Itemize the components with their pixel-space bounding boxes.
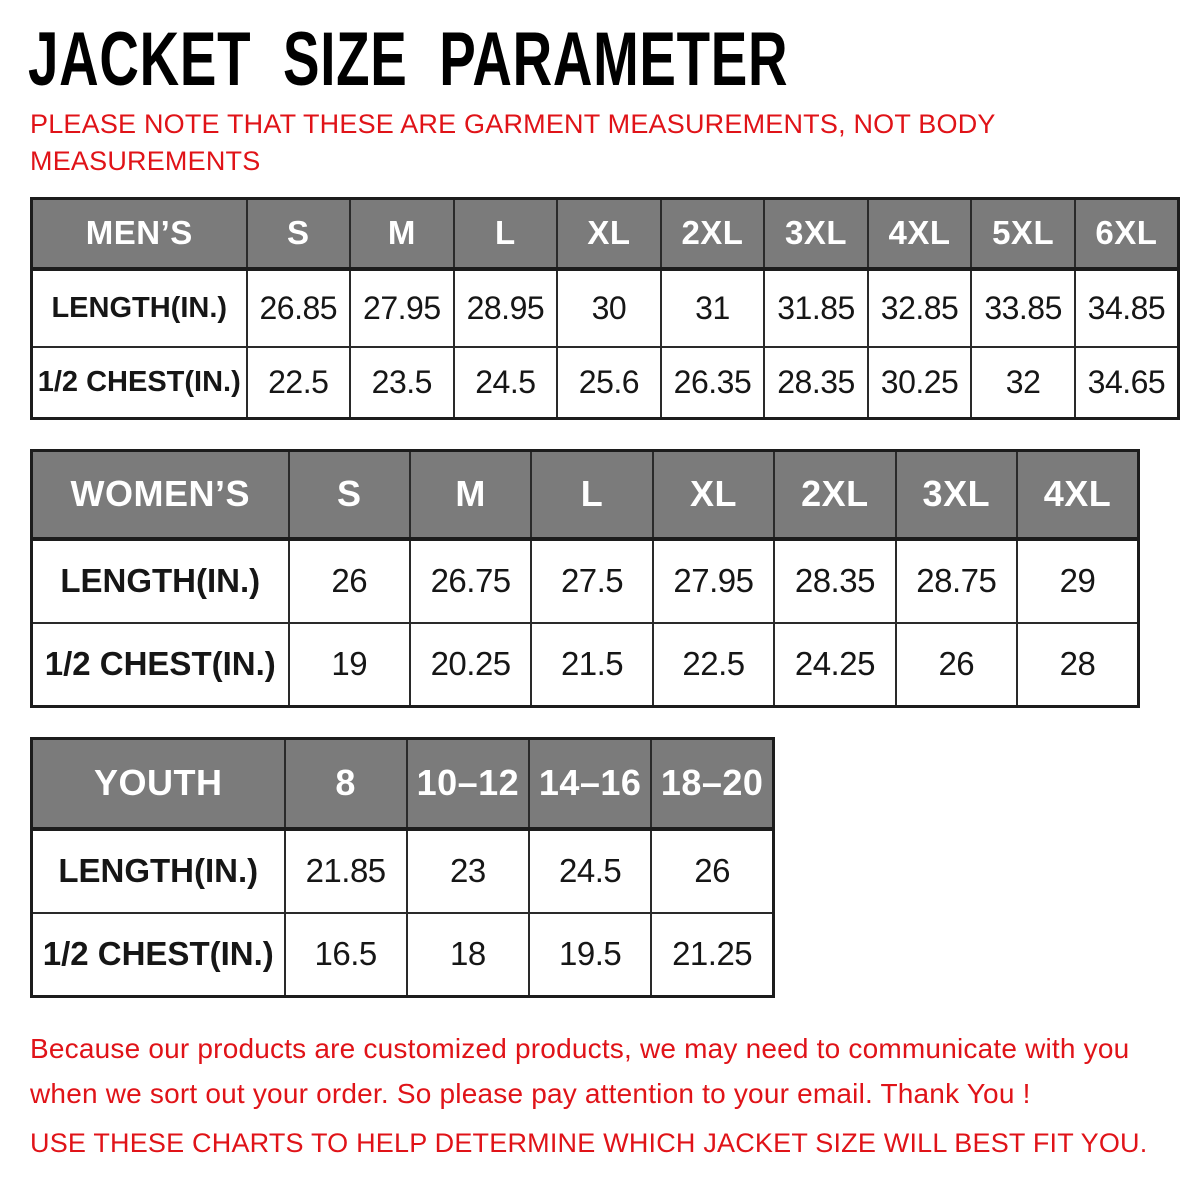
garment-measurement-note-line2: MEASUREMENTS — [30, 146, 261, 176]
size-header-cell: S — [289, 451, 410, 539]
size-header-cell: 18–20 — [651, 739, 773, 829]
size-value-cell: 26.75 — [410, 539, 531, 623]
size-header-cell: M — [410, 451, 531, 539]
size-value-cell: 34.65 — [1075, 347, 1179, 419]
youth-table-title: YOUTH — [32, 739, 285, 829]
size-header-cell: 2XL — [774, 451, 895, 539]
size-header-cell: 6XL — [1075, 199, 1179, 269]
size-value-cell: 32 — [971, 347, 1075, 419]
size-value-cell: 19.5 — [529, 913, 651, 997]
size-value-cell: 26 — [896, 623, 1017, 707]
size-header-cell: M — [350, 199, 454, 269]
row-label: 1/2 CHEST(IN.) — [32, 913, 285, 997]
size-value-cell: 28.95 — [454, 269, 558, 347]
size-header-cell: S — [247, 199, 351, 269]
garment-measurement-note-line1: PLEASE NOTE THAT THESE ARE GARMENT MEASUREMENTS, NOT BODY — [30, 109, 996, 139]
size-value-cell: 28.75 — [896, 539, 1017, 623]
size-value-cell: 26 — [651, 829, 773, 913]
size-value-cell: 25.6 — [557, 347, 661, 419]
size-header-cell: 3XL — [896, 451, 1017, 539]
row-label: 1/2 CHEST(IN.) — [32, 347, 247, 419]
womens-length-row — [32, 539, 1139, 623]
custom-order-note-line1: Because our products are customized products, we may need to communicate with you — [30, 1033, 1130, 1064]
garment-measurement-note — [30, 106, 996, 180]
use-charts-note: USE THESE CHARTS TO HELP DETERMINE WHICH JACKET SIZE WILL BEST FIT YOU. — [30, 1128, 1148, 1158]
size-value-cell: 28 — [1017, 623, 1138, 707]
size-header-cell: 4XL — [868, 199, 972, 269]
size-value-cell: 29 — [1017, 539, 1138, 623]
youth-chest-row — [32, 913, 774, 997]
mens-header-row — [32, 199, 1179, 269]
size-value-cell: 24.5 — [454, 347, 558, 419]
size-value-cell: 21.85 — [285, 829, 407, 913]
size-header-cell: 10–12 — [407, 739, 529, 829]
page-title: JACKET SIZE PARAMETER — [28, 17, 789, 102]
womens-chest-row — [32, 623, 1139, 707]
row-label: LENGTH(IN.) — [32, 539, 289, 623]
youth-length-row — [32, 829, 774, 913]
womens-header-row — [32, 451, 1139, 539]
row-label: LENGTH(IN.) — [32, 829, 285, 913]
womens-table-title: WOMEN’S — [32, 451, 289, 539]
size-header-cell: L — [531, 451, 652, 539]
size-value-cell: 18 — [407, 913, 529, 997]
size-value-cell: 21.25 — [651, 913, 773, 997]
row-label: 1/2 CHEST(IN.) — [32, 623, 289, 707]
size-header-cell: 5XL — [971, 199, 1075, 269]
size-header-cell: 8 — [285, 739, 407, 829]
size-value-cell: 27.5 — [531, 539, 652, 623]
size-value-cell: 20.25 — [410, 623, 531, 707]
size-header-cell: 2XL — [661, 199, 765, 269]
size-value-cell: 28.35 — [764, 347, 868, 419]
size-value-cell: 27.95 — [350, 269, 454, 347]
size-header-cell: L — [454, 199, 558, 269]
size-value-cell: 22.5 — [653, 623, 774, 707]
size-value-cell: 30 — [557, 269, 661, 347]
size-value-cell: 27.95 — [653, 539, 774, 623]
mens-length-row — [32, 269, 1179, 347]
size-header-cell: XL — [557, 199, 661, 269]
size-value-cell: 32.85 — [868, 269, 972, 347]
size-value-cell: 24.5 — [529, 829, 651, 913]
size-value-cell: 21.5 — [531, 623, 652, 707]
size-value-cell: 28.35 — [774, 539, 895, 623]
size-value-cell: 26 — [289, 539, 410, 623]
custom-order-note-line2: when we sort out your order. So please pay attention to your email. Thank You ! — [30, 1078, 1031, 1109]
size-value-cell: 22.5 — [247, 347, 351, 419]
size-value-cell: 30.25 — [868, 347, 972, 419]
size-value-cell: 31 — [661, 269, 765, 347]
size-value-cell: 19 — [289, 623, 410, 707]
mens-table-title: MEN’S — [32, 199, 247, 269]
size-value-cell: 34.85 — [1075, 269, 1179, 347]
size-value-cell: 31.85 — [764, 269, 868, 347]
size-header-cell: 3XL — [764, 199, 868, 269]
size-header-cell: 4XL — [1017, 451, 1138, 539]
mens-size-table — [30, 197, 1180, 420]
size-value-cell: 26.85 — [247, 269, 351, 347]
size-header-cell: XL — [653, 451, 774, 539]
mens-chest-row — [32, 347, 1179, 419]
size-value-cell: 33.85 — [971, 269, 1075, 347]
row-label: LENGTH(IN.) — [32, 269, 247, 347]
youth-header-row — [32, 739, 774, 829]
size-value-cell: 16.5 — [285, 913, 407, 997]
youth-size-table — [30, 737, 775, 998]
custom-order-note — [30, 1026, 1129, 1116]
size-value-cell: 26.35 — [661, 347, 765, 419]
size-value-cell: 23.5 — [350, 347, 454, 419]
womens-size-table — [30, 449, 1140, 708]
size-header-cell: 14–16 — [529, 739, 651, 829]
size-value-cell: 23 — [407, 829, 529, 913]
size-value-cell: 24.25 — [774, 623, 895, 707]
